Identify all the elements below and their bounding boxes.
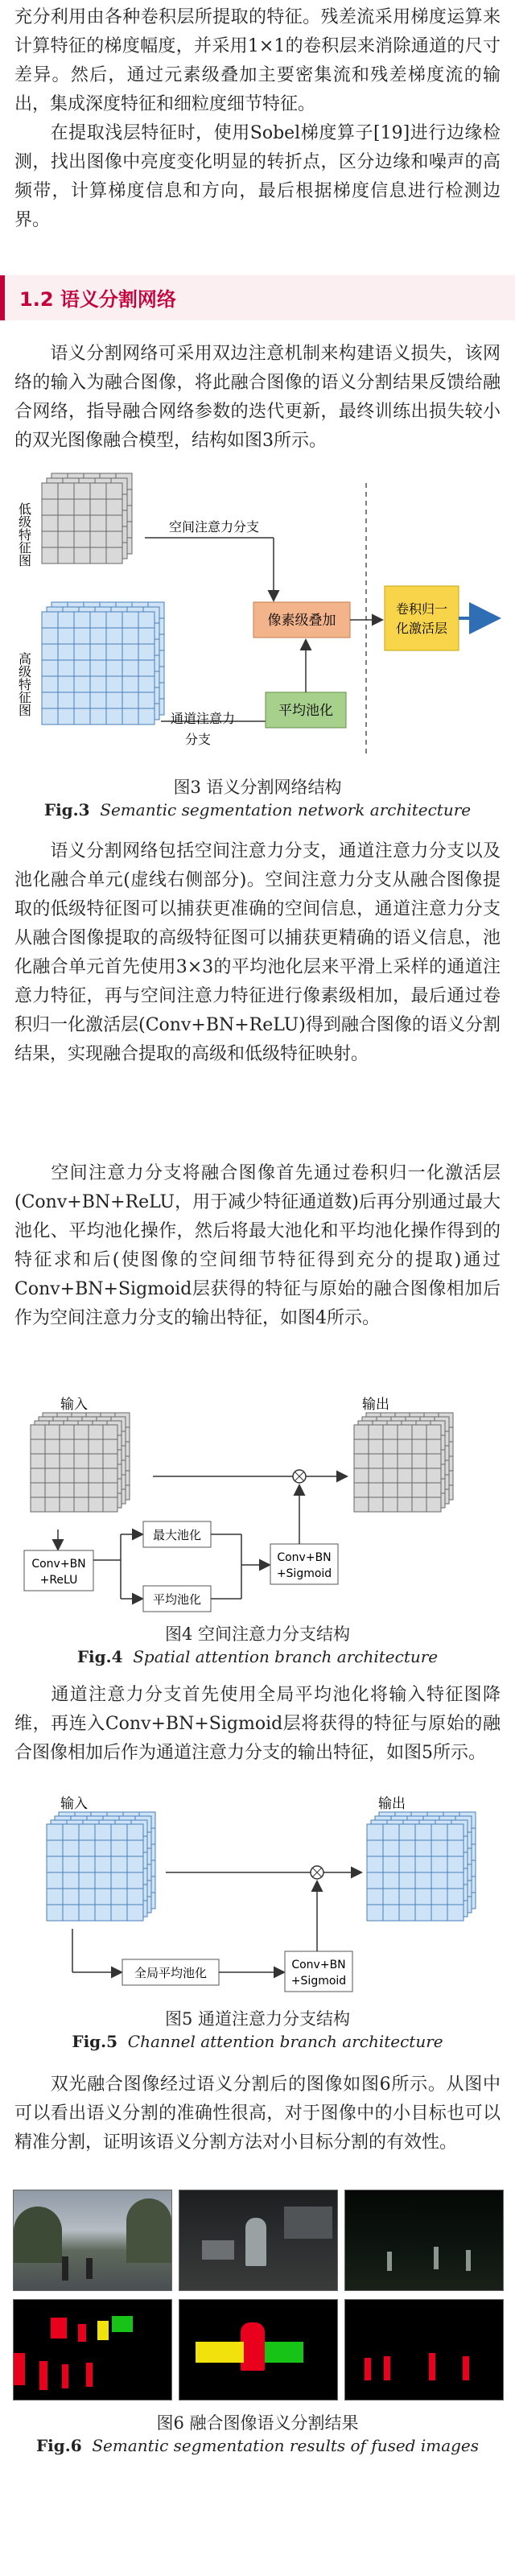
feature-cell [383, 1840, 399, 1856]
fig5-output-label: 输出 [378, 1796, 406, 1812]
feature-cell [42, 515, 58, 531]
fig5-gap-text: 全局平均池化 [134, 1966, 208, 1980]
feature-cell [447, 1840, 464, 1856]
feature-cell [398, 1454, 412, 1468]
feature-cell [74, 708, 90, 724]
feature-cell [426, 1425, 441, 1439]
feature-cell [63, 1824, 79, 1840]
feature-cell [74, 660, 90, 676]
feature-cell [106, 515, 122, 531]
figure-3-diagram [0, 467, 515, 770]
feature-cell [60, 1483, 74, 1497]
feature-cell [58, 547, 74, 564]
feature-cell [95, 1905, 111, 1921]
feature-cell [383, 1497, 398, 1512]
feature-cell [74, 612, 90, 628]
fig5-output-grid [367, 1812, 476, 1921]
figure-4-diagram [0, 1391, 515, 1618]
feature-cell [60, 1439, 74, 1454]
feature-cell [45, 1468, 60, 1483]
feature-cell [383, 1905, 399, 1921]
feature-cell [431, 1856, 447, 1872]
feature-cell [42, 660, 58, 676]
feature-cell [138, 612, 154, 628]
feature-cell [63, 1872, 79, 1889]
feature-cell [79, 1889, 95, 1905]
label-spatial-1: 空间注意力分支 [169, 519, 260, 535]
fig4-avg-pool-text: 平均池化 [152, 1592, 202, 1607]
fused-image-street [13, 2190, 172, 2291]
feature-cell [447, 1872, 464, 1889]
feature-cell [90, 676, 106, 692]
feature-cell [42, 628, 58, 644]
feature-cell [45, 1425, 60, 1439]
feature-cell [412, 1439, 426, 1454]
feature-cell [74, 483, 90, 499]
feature-cell [58, 644, 74, 660]
feature-cell [415, 1905, 431, 1921]
feature-cell [383, 1439, 398, 1454]
feature-cell [31, 1468, 45, 1483]
fig4-conv-sigmoid-text-1: Conv+BN [277, 1551, 332, 1564]
feature-cell [90, 708, 106, 724]
feature-cell [31, 1439, 45, 1454]
feature-cell [415, 1889, 431, 1905]
feature-cell [367, 1905, 383, 1921]
feature-cell [47, 1905, 63, 1921]
feature-cell [89, 1454, 103, 1468]
feature-cell [45, 1483, 60, 1497]
feature-cell [42, 708, 58, 724]
feature-cell [431, 1889, 447, 1905]
feature-cell [354, 1497, 369, 1512]
feature-cell [106, 660, 122, 676]
feature-cell [426, 1497, 441, 1512]
pixel-add-label: 像素级叠加 [267, 613, 336, 629]
figure-5-diagram [0, 1792, 515, 2003]
feature-cell [447, 1824, 464, 1840]
feature-cell [106, 547, 122, 564]
feature-cell [383, 1454, 398, 1468]
feature-cell [79, 1856, 95, 1872]
figure-4-caption-en: Fig.4 Spatial attention branch architecture [76, 1647, 439, 1666]
feature-cell [89, 1497, 103, 1512]
conv-layer-label-1: 卷积归一 [395, 601, 448, 617]
feature-cell [95, 1872, 111, 1889]
label-high-level: 高级特征图 [16, 652, 32, 716]
feature-cell [431, 1905, 447, 1921]
feature-cell [63, 1889, 79, 1905]
feature-cell [111, 1872, 127, 1889]
feature-cell [95, 1889, 111, 1905]
feature-cell [74, 547, 90, 564]
figure-5-caption-cn: 图5 通道注意力分支结构 [164, 2009, 351, 2029]
feature-cell [106, 644, 122, 660]
feature-cell [60, 1468, 74, 1483]
avg-pool-label: 平均池化 [278, 703, 333, 719]
feature-cell [79, 1840, 95, 1856]
feature-cell [399, 1905, 415, 1921]
figure-6-caption-en: Fig.6 Semantic segmentation results of fused images [35, 2436, 480, 2455]
feature-cell [122, 612, 138, 628]
feature-cell [127, 1856, 143, 1872]
feature-cell [58, 708, 74, 724]
feature-cell [58, 692, 74, 708]
feature-cell [42, 547, 58, 564]
feature-cell [426, 1483, 441, 1497]
feature-cell [95, 1840, 111, 1856]
feature-cell [383, 1483, 398, 1497]
feature-cell [412, 1497, 426, 1512]
feature-cell [106, 708, 122, 724]
feature-cell [354, 1454, 369, 1468]
feature-cell [74, 644, 90, 660]
feature-cell [90, 547, 106, 564]
feature-cell [58, 628, 74, 644]
feature-cell [383, 1889, 399, 1905]
figure-5-caption-en: Fig.5 Channel attention branch architecture [72, 2032, 443, 2051]
feature-cell [89, 1483, 103, 1497]
feature-cell [398, 1425, 412, 1439]
feature-cell [58, 612, 74, 628]
feature-cell [74, 1454, 89, 1468]
feature-cell [383, 1872, 399, 1889]
feature-cell [74, 1497, 89, 1512]
feature-cell [367, 1840, 383, 1856]
feature-cell [127, 1889, 143, 1905]
feature-cell [90, 483, 106, 499]
feature-cell [127, 1872, 143, 1889]
feature-cell [106, 676, 122, 692]
feature-cell [74, 531, 90, 547]
feature-cell [90, 660, 106, 676]
feature-cell [369, 1468, 383, 1483]
feature-cell [412, 1425, 426, 1439]
feature-cell [60, 1425, 74, 1439]
high-level-feature-grid [42, 602, 164, 724]
paragraph-seg-net: 语义分割网络可采用双边注意机制来构建语义损失，该网络的输入为融合图像，将此融合图像的语义分割结果反馈给融合网络，指导融合网络参数的迭代更新，最终训练出损失较小的双光图像融合模型，结构如图3所示。 [14, 344, 501, 451]
feature-cell [127, 1905, 143, 1921]
feature-cell [103, 1468, 117, 1483]
feature-cell [31, 1454, 45, 1468]
fig4-conv-sigmoid-text-2: +Sigmoid [276, 1567, 332, 1580]
feature-cell [447, 1889, 464, 1905]
feature-cell [90, 628, 106, 644]
figure-3-caption-en: Fig.3 Semantic segmentation network architecture [43, 800, 472, 819]
feature-cell [122, 708, 138, 724]
low-level-feature-grid [42, 473, 132, 564]
fig4-max-pool-text: 最大池化 [152, 1528, 202, 1542]
feature-cell [90, 644, 106, 660]
fig4-output-label: 输出 [362, 1397, 389, 1413]
feature-cell [103, 1425, 117, 1439]
feature-cell [42, 483, 58, 499]
figure-3-caption-cn: 图3 语义分割网络结构 [173, 778, 342, 797]
feature-cell [426, 1454, 441, 1468]
feature-cell [47, 1824, 63, 1840]
fig4-conv-relu-text-2: +ReLU [39, 1574, 78, 1587]
feature-cell [122, 644, 138, 660]
feature-cell [127, 1824, 143, 1840]
feature-cell [31, 1483, 45, 1497]
feature-cell [63, 1856, 79, 1872]
feature-cell [60, 1497, 74, 1512]
feature-cell [415, 1840, 431, 1856]
figure-4-caption-cn: 图4 空间注意力分支结构 [164, 1624, 351, 1644]
feature-cell [106, 628, 122, 644]
feature-cell [138, 708, 154, 724]
feature-cell [47, 1840, 63, 1856]
label-channel-1: 通道注意力 [171, 711, 236, 726]
fused-image-night [344, 2190, 504, 2291]
feature-cell [138, 692, 154, 708]
feature-cell [111, 1824, 127, 1840]
feature-cell [106, 612, 122, 628]
fused-image-person [179, 2190, 338, 2291]
feature-cell [45, 1497, 60, 1512]
feature-cell [354, 1425, 369, 1439]
feature-cell [412, 1468, 426, 1483]
fig4-output-grid [354, 1413, 453, 1512]
feature-cell [398, 1497, 412, 1512]
feature-cell [31, 1425, 45, 1439]
feature-cell [79, 1824, 95, 1840]
feature-cell [106, 692, 122, 708]
section-heading [0, 275, 515, 320]
feature-cell [58, 660, 74, 676]
feature-cell [415, 1824, 431, 1840]
feature-cell [122, 676, 138, 692]
feature-cell [127, 1840, 143, 1856]
feature-cell [122, 692, 138, 708]
feature-cell [367, 1889, 383, 1905]
paragraph-channel-branch: 通道注意力分支首先使用全局平均池化将输入特征图降维，再连入Conv+BN+Sigmoid层将获得的特征与原始的融合图像相加后作为通道注意力分支的输出特征，如图5所示。 [14, 1685, 501, 1763]
feature-cell [90, 499, 106, 515]
feature-cell [138, 628, 154, 644]
feature-cell [111, 1840, 127, 1856]
feature-cell [399, 1889, 415, 1905]
feature-cell [369, 1497, 383, 1512]
feature-cell [415, 1872, 431, 1889]
feature-cell [103, 1483, 117, 1497]
feature-cell [58, 531, 74, 547]
feature-cell [383, 1856, 399, 1872]
feature-cell [89, 1439, 103, 1454]
feature-cell [47, 1856, 63, 1872]
feature-cell [103, 1454, 117, 1468]
feature-cell [58, 499, 74, 515]
feature-cell [74, 1483, 89, 1497]
feature-cell [383, 1425, 398, 1439]
feature-cell [42, 612, 58, 628]
label-channel-2: 分支 [185, 732, 212, 747]
feature-cell [431, 1824, 447, 1840]
paragraph-intro: 充分利用由各种卷积层所提取的特征。残差流采用梯度运算来计算特征的梯度幅度，并采用1×1的卷积层来消除通道的尺寸差异。然后，通过元素级叠加主要密集流和残差梯度流的输出，集成深度特征和细粒度细节特征。 [14, 7, 501, 114]
conv-layer-label-2: 化激活层 [395, 621, 448, 636]
feature-cell [399, 1872, 415, 1889]
feature-cell [138, 644, 154, 660]
feature-cell [106, 483, 122, 499]
feature-cell [42, 531, 58, 547]
segmentation-result-street [13, 2299, 172, 2401]
fig4-conv-relu-text-1: Conv+BN [31, 1558, 86, 1571]
feature-cell [103, 1497, 117, 1512]
feature-cell [122, 660, 138, 676]
feature-cell [74, 692, 90, 708]
feature-cell [431, 1840, 447, 1856]
feature-cell [367, 1856, 383, 1872]
feature-cell [58, 676, 74, 692]
feature-cell [45, 1454, 60, 1468]
fig5-input-grid [47, 1812, 155, 1921]
feature-cell [367, 1872, 383, 1889]
segmentation-result-person [179, 2299, 338, 2401]
feature-cell [45, 1439, 60, 1454]
feature-cell [111, 1905, 127, 1921]
feature-cell [74, 628, 90, 644]
feature-cell [369, 1483, 383, 1497]
feature-cell [95, 1824, 111, 1840]
feature-cell [138, 660, 154, 676]
fig5-conv-sigmoid-text-1: Conv+BN [291, 1959, 346, 1971]
feature-cell [426, 1468, 441, 1483]
feature-cell [63, 1840, 79, 1856]
fig4-input-grid [31, 1413, 130, 1512]
feature-cell [74, 1468, 89, 1483]
segmentation-result-night [344, 2299, 504, 2401]
feature-cell [383, 1824, 399, 1840]
feature-cell [106, 499, 122, 515]
feature-cell [90, 612, 106, 628]
feature-cell [354, 1468, 369, 1483]
paragraph-spatial-branch: 空间注意力分支将融合图像首先通过卷积归一化激活层(Conv+BN+ReLU，用于减少特征通道数)后再分别通过最大池化、平均池化操作，然后将最大池化和平均池化操作得到的特征求和后(使图像的空间细节特征得到充分的提取)通过Conv+BN+Sigmoid层获得的特征与原始的融合图像相加后作为空间注意力分支的输出特征，如图4所示。 [14, 1163, 501, 1328]
feature-cell [415, 1856, 431, 1872]
feature-cell [369, 1439, 383, 1454]
feature-cell [412, 1454, 426, 1468]
figure-6-caption-cn: 图6 融合图像语义分割结果 [156, 2413, 359, 2433]
conv-layer-box [385, 586, 459, 650]
feature-cell [42, 499, 58, 515]
feature-cell [74, 515, 90, 531]
feature-cell [138, 676, 154, 692]
feature-cell [90, 531, 106, 547]
feature-cell [399, 1840, 415, 1856]
feature-cell [106, 531, 122, 547]
feature-cell [95, 1856, 111, 1872]
feature-cell [111, 1856, 127, 1872]
feature-cell [399, 1856, 415, 1872]
feature-cell [398, 1483, 412, 1497]
fig5-conv-sigmoid-text-2: +Sigmoid [290, 1975, 347, 1988]
feature-cell [60, 1454, 74, 1468]
feature-cell [42, 676, 58, 692]
feature-cell [111, 1889, 127, 1905]
feature-cell [89, 1468, 103, 1483]
feature-cell [412, 1483, 426, 1497]
feature-cell [426, 1439, 441, 1454]
feature-cell [74, 499, 90, 515]
feature-cell [79, 1872, 95, 1889]
feature-cell [90, 692, 106, 708]
feature-cell [122, 628, 138, 644]
feature-cell [369, 1425, 383, 1439]
fig5-input-label: 输入 [60, 1796, 88, 1812]
feature-cell [47, 1889, 63, 1905]
feature-cell [447, 1856, 464, 1872]
feature-cell [447, 1905, 464, 1921]
feature-cell [354, 1439, 369, 1454]
feature-cell [74, 676, 90, 692]
feature-cell [79, 1905, 95, 1921]
feature-cell [369, 1454, 383, 1468]
feature-cell [90, 515, 106, 531]
feature-cell [367, 1824, 383, 1840]
feature-cell [431, 1872, 447, 1889]
feature-cell [42, 692, 58, 708]
feature-cell [89, 1425, 103, 1439]
feature-cell [74, 1425, 89, 1439]
feature-cell [58, 515, 74, 531]
feature-cell [354, 1483, 369, 1497]
feature-cell [398, 1439, 412, 1454]
feature-cell [74, 1439, 89, 1454]
paragraph-seg-components: 语义分割网络包括空间注意力分支，通道注意力分支以及池化融合单元(虚线右侧部分)。空间注意力分支从融合图像提取的低级特征图可以捕获更准确的空间信息，通道注意力分支从融合图像提取的高级特征图可以捕获更精确的语义信息，池化融合单元首先使用3×3的平均池化层来平滑上采样的通道注意力特征，再与空间注意力特征进行像素级相加，最后通过卷积归一化激活层(Conv+BN+ReLU)得到融合图像的语义分割结果，实现融合提取的高级和低级特征映射。 [14, 841, 501, 1064]
paragraph-sobel: 在提取浅层特征时，使用Sobel梯度算子[19]进行边缘检测，找出图像中亮度变化明显的转折点，区分边缘和噪声的高频带，计算梯度信息和方向，最后根据梯度信息进行检测边界。 [14, 123, 501, 230]
feature-cell [399, 1824, 415, 1840]
feature-cell [42, 644, 58, 660]
feature-cell [63, 1905, 79, 1921]
section-heading-text: 1.2 语义分割网络 [19, 288, 176, 311]
feature-cell [398, 1468, 412, 1483]
label-low-level: 低级特征图 [16, 502, 32, 567]
paragraph-results: 双光融合图像经过语义分割后的图像如图6所示。从图中可以看出语义分割的准确性很高，对于图像中的小目标也可以精准分割，证明该语义分割方法对小目标分割的有效性。 [14, 2074, 501, 2153]
feature-cell [47, 1872, 63, 1889]
fig4-input-label: 输入 [60, 1397, 88, 1413]
feature-cell [103, 1439, 117, 1454]
feature-cell [31, 1497, 45, 1512]
feature-cell [383, 1468, 398, 1483]
feature-cell [58, 483, 74, 499]
